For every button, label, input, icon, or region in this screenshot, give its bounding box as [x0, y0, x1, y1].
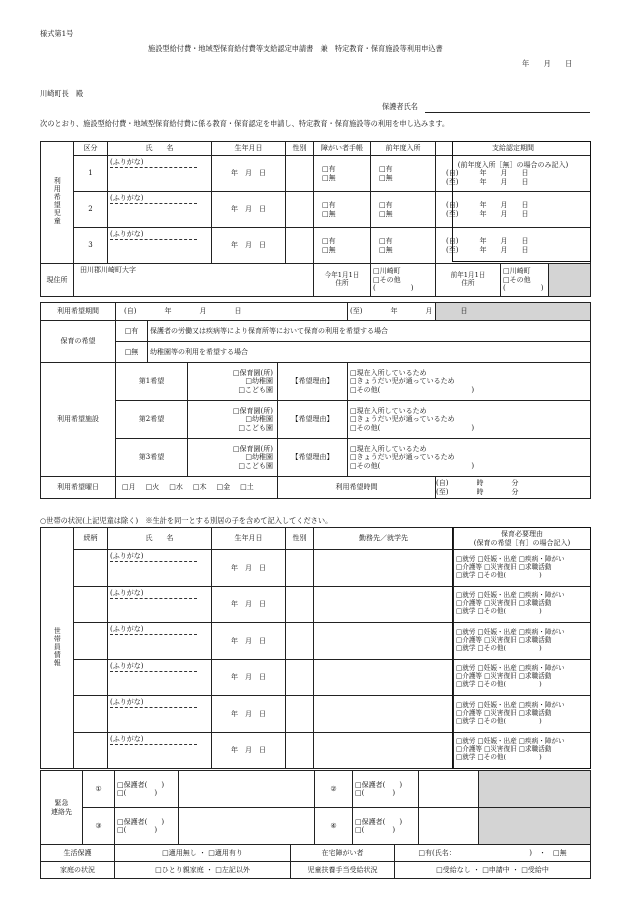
col-care-reason: 保育必要理由 (保育の希望［有］の場合記入) [454, 528, 591, 550]
form-title: 施設型給付費・地域型保育給付費等支給認定申請書 兼 特定教育・保育施設等利用申込書 [148, 44, 443, 53]
use-table [40, 302, 591, 499]
child-birth-field[interactable]: 年 月 日 [212, 156, 286, 192]
hope-label: 保育の希望 [41, 321, 116, 363]
choice-type-field[interactable]: □保育園(所) □幼稚園 □こども園 [188, 363, 278, 401]
household-note: ○世帯の状況(上記児童は除く) ※生計を同一とする別居の子を含めて記入してください。 [40, 516, 333, 525]
col-relation: 続柄 [74, 528, 108, 550]
footer-table [40, 844, 591, 879]
address-field[interactable]: 田川郡川崎町大字 [74, 264, 314, 297]
choice-reason-field[interactable]: □現在入所しているため □きょうだい児が通っているため □その他( ) [348, 401, 591, 439]
period-from-field[interactable]: (自) 年 月 日 [116, 303, 348, 321]
jan-this-label: 今年1月1日 住所 [314, 264, 371, 297]
jan-this-field[interactable]: □川崎町 □その他 ( ) [371, 264, 436, 297]
day-checkbox[interactable]: □土 [240, 483, 254, 492]
choice-reason-label: 【希望理由】 [278, 363, 348, 401]
member-reason-field[interactable]: □就労 □妊娠・出産 □疾病・障がい □介護等 □災害復旧 □求職活動 □就学 □その他( ) [454, 732, 591, 769]
emergency-type-field[interactable]: □保護者( ) □( ) [115, 771, 179, 808]
member-relation-field[interactable] [74, 623, 108, 660]
member-name-field[interactable]: (ふりがな) [108, 732, 212, 769]
form-date[interactable]: 年 月 日 [522, 59, 573, 68]
day-checkbox[interactable]: □金 [216, 483, 231, 492]
member-workplace-field[interactable] [314, 550, 454, 587]
gray-block [479, 808, 591, 845]
household-row [41, 550, 591, 587]
child-handbook-field[interactable]: □有 □無 [314, 192, 371, 228]
child-sex-field[interactable] [286, 192, 314, 228]
intro-text: 次のとおり、施設型給付費・地域型保育給付費に係る教育・保育認定を申請し、特定教育・保育施設等の利用を申し込みます。 [40, 119, 450, 128]
choice-reason-label: 【希望理由】 [278, 439, 348, 477]
child-handbook-field[interactable]: □有 □無 [314, 228, 371, 264]
emergency-contact-field[interactable] [419, 771, 479, 808]
form-number: 様式第1号 [40, 29, 74, 38]
child-no: 1 [74, 156, 108, 192]
emergency-label: 緊急 連絡先 [41, 771, 83, 845]
member-sex-field[interactable] [286, 659, 314, 696]
child-side-label: 利用希望児童 [41, 142, 74, 264]
member-sex-field[interactable] [286, 732, 314, 769]
emergency-contact-field[interactable] [419, 808, 479, 845]
col-handbook: 障がい者手帳 [314, 142, 371, 156]
member-birth-field[interactable]: 年 月 日 [212, 550, 286, 587]
child-row [41, 192, 591, 228]
choice-reason-field[interactable]: □現在入所しているため □きょうだい児が通っているため □その他( ) [348, 439, 591, 477]
member-name-field[interactable]: (ふりがな) [108, 586, 212, 623]
welfare-label: 生活保護 [41, 845, 115, 862]
household-row [41, 623, 591, 660]
emergency-type-field[interactable]: □保護者( ) □( ) [353, 808, 419, 845]
family-label: 家庭の状況 [41, 862, 115, 879]
member-reason-field[interactable]: □就労 □妊娠・出産 □疾病・障がい □介護等 □災害復旧 □求職活動 □就学 □その他( ) [454, 659, 591, 696]
emergency-table [40, 770, 591, 845]
hope-yes-checkbox[interactable]: □有 [116, 321, 148, 342]
day-checkbox[interactable]: □火 [145, 483, 160, 492]
member-reason-field[interactable]: □就労 □妊娠・出産 □疾病・障がい □介護等 □災害復旧 □求職活動 □就学 □その他( ) [454, 623, 591, 660]
hope-no-text: 幼稚園等の利用を希望する場合 [148, 342, 591, 363]
period-to-field[interactable]: (至) 年 月 日 [348, 303, 436, 321]
member-relation-field[interactable] [74, 732, 108, 769]
allowance-field[interactable]: □受給なし ・ □申請中 ・ □受給中 [395, 862, 591, 879]
disabled-label: 在宅障がい者 [291, 845, 395, 862]
member-birth-field[interactable]: 年 月 日 [212, 586, 286, 623]
hope-no-checkbox[interactable]: □無 [116, 342, 148, 363]
child-birth-field[interactable]: 年 月 日 [212, 228, 286, 264]
col-workplace: 勤務先／就学先 [314, 528, 454, 550]
member-relation-field[interactable] [74, 586, 108, 623]
household-table [40, 527, 591, 769]
child-no: 2 [74, 192, 108, 228]
col-member-name: 氏 名 [108, 528, 212, 550]
choice-type-field[interactable]: □保育園(所) □幼稚園 □こども園 [188, 401, 278, 439]
time-field[interactable]: (自) 時 分 (至) 時 分 [436, 477, 591, 499]
facility-choice-row [41, 363, 591, 401]
facility-choice-row [41, 401, 591, 439]
jan-prev-label: 前年1月1日 住所 [436, 264, 501, 296]
household-row [41, 659, 591, 696]
emergency-no: ① [83, 771, 115, 808]
member-relation-field[interactable] [74, 550, 108, 587]
member-birth-field[interactable]: 年 月 日 [212, 696, 286, 733]
choice-reason-field[interactable]: □現在入所しているため □きょうだい児が通っているため □その他( ) [348, 363, 591, 401]
household-row [41, 732, 591, 769]
member-relation-field[interactable] [74, 696, 108, 733]
day-checkbox[interactable]: □木 [192, 483, 207, 492]
col-member-sex: 性別 [286, 528, 314, 550]
member-birth-field[interactable]: 年 月 日 [212, 623, 286, 660]
emergency-no: ④ [315, 808, 353, 845]
member-name-field[interactable]: (ふりがな) [108, 623, 212, 660]
choice-rank: 第2希望 [116, 401, 188, 439]
col-period: 支給認定期間 [436, 142, 591, 156]
member-relation-field[interactable] [74, 659, 108, 696]
household-side-label: 世帯員情報 [41, 528, 74, 769]
family-field[interactable]: □ひとり親家庭 ・ □左記以外 [115, 862, 291, 879]
days-field[interactable] [116, 477, 278, 499]
welfare-field[interactable]: □適用無し ・ □適用有り [115, 845, 291, 862]
child-prev-field[interactable]: □有 □無 [371, 156, 436, 192]
child-period-field[interactable]: (自) 年 月 日 (至) 年 月 日 [436, 192, 591, 228]
gray-block [479, 771, 591, 808]
gray-block [549, 264, 590, 296]
allowance-label: 児童扶養手当受給状況 [291, 862, 395, 879]
member-sex-field[interactable] [286, 623, 314, 660]
member-reason-field[interactable]: □就労 □妊娠・出産 □疾病・障がい □介護等 □災害復旧 □求職活動 □就学 □その他( ) [454, 550, 591, 587]
child-no: 3 [74, 228, 108, 264]
facility-choice-row [41, 439, 591, 477]
member-name-field[interactable]: (ふりがな) [108, 696, 212, 733]
time-label: 利用希望時間 [278, 477, 436, 499]
child-row [41, 228, 591, 264]
child-birth-field[interactable]: 年 月 日 [212, 192, 286, 228]
child-table [40, 141, 591, 297]
child-period-field[interactable]: (前年度入所［無］の場合のみ記入) (自) 年 月 日 (至) 年 月 日 [436, 156, 591, 192]
addressee: 川崎町長 殿 [40, 89, 84, 98]
days-label: 利用希望曜日 [41, 477, 116, 499]
jan-prev-field[interactable]: □川崎町 □その他 ( ) [501, 264, 549, 296]
col-member-birth: 生年月日 [212, 528, 286, 550]
day-checkbox[interactable]: □水 [169, 483, 183, 492]
emergency-type-field[interactable]: □保護者( ) □( ) [353, 771, 419, 808]
choice-type-field[interactable]: □保育園(所) □幼稚園 □こども園 [188, 439, 278, 477]
member-workplace-field[interactable] [314, 659, 454, 696]
choice-reason-label: 【希望理由】 [278, 401, 348, 439]
child-sex-field[interactable] [286, 228, 314, 264]
disabled-field[interactable]: □有(氏名： ) ・ □無 [395, 845, 591, 862]
period-label: 利用希望期間 [41, 303, 116, 321]
member-sex-field[interactable] [286, 696, 314, 733]
emergency-type-field[interactable]: □保護者( ) □( ) [115, 808, 179, 845]
member-birth-field[interactable]: 年 月 日 [212, 659, 286, 696]
child-name-field[interactable]: (ふりがな) [108, 192, 212, 228]
facility-label: 利用希望施設 [41, 363, 116, 477]
hope-yes-text: 保護者の労働又は疾病等により保育所等において保育の利用を希望する場合 [148, 321, 591, 342]
emergency-contact-field[interactable] [179, 808, 315, 845]
address-label: 現住所 [41, 264, 74, 297]
child-name-field[interactable]: (ふりがな) [108, 228, 212, 264]
member-birth-field[interactable]: 年 月 日 [212, 732, 286, 769]
emergency-no: ③ [83, 808, 115, 845]
member-name-field[interactable]: (ふりがな) [108, 659, 212, 696]
member-workplace-field[interactable] [314, 696, 454, 733]
child-prev-field[interactable]: □有 □無 [371, 192, 436, 228]
choice-rank: 第3希望 [116, 439, 188, 477]
emergency-no: ② [315, 771, 353, 808]
member-workplace-field[interactable] [314, 586, 454, 623]
household-row [41, 696, 591, 733]
col-birth: 生年月日 [212, 142, 286, 156]
child-name-field[interactable]: (ふりがな) [108, 156, 212, 192]
guardian-name-label: 保護者氏名 [382, 102, 418, 111]
member-workplace-field[interactable] [314, 623, 454, 660]
choice-rank: 第1希望 [116, 363, 188, 401]
child-sex-field[interactable] [286, 156, 314, 192]
member-sex-field[interactable] [286, 550, 314, 587]
col-category: 区分 [74, 142, 108, 156]
member-reason-field[interactable]: □就労 □妊娠・出産 □疾病・障がい □介護等 □災害復旧 □求職活動 □就学 □その他( ) [454, 696, 591, 733]
child-row [41, 156, 591, 192]
member-sex-field[interactable] [286, 586, 314, 623]
child-prev-field[interactable]: □有 □無 [371, 228, 436, 264]
guardian-name-field[interactable] [425, 112, 590, 113]
household-row [41, 586, 591, 623]
member-name-field[interactable]: (ふりがな) [108, 550, 212, 587]
emergency-contact-field[interactable] [179, 771, 315, 808]
day-checkbox[interactable]: □月 [122, 483, 136, 492]
col-sex: 性別 [286, 142, 314, 156]
child-handbook-field[interactable]: □有 □無 [314, 156, 371, 192]
col-name: 氏 名 [108, 142, 212, 156]
jan-prev-cell [436, 264, 591, 297]
member-workplace-field[interactable] [314, 732, 454, 769]
member-reason-field[interactable]: □就労 □妊娠・出産 □疾病・障がい □介護等 □災害復旧 □求職活動 □就学 □その他( ) [454, 586, 591, 623]
col-prev-year: 前年度入所 [371, 142, 436, 156]
child-period-field[interactable]: (自) 年 月 日 (至) 年 月 日 [436, 228, 591, 264]
